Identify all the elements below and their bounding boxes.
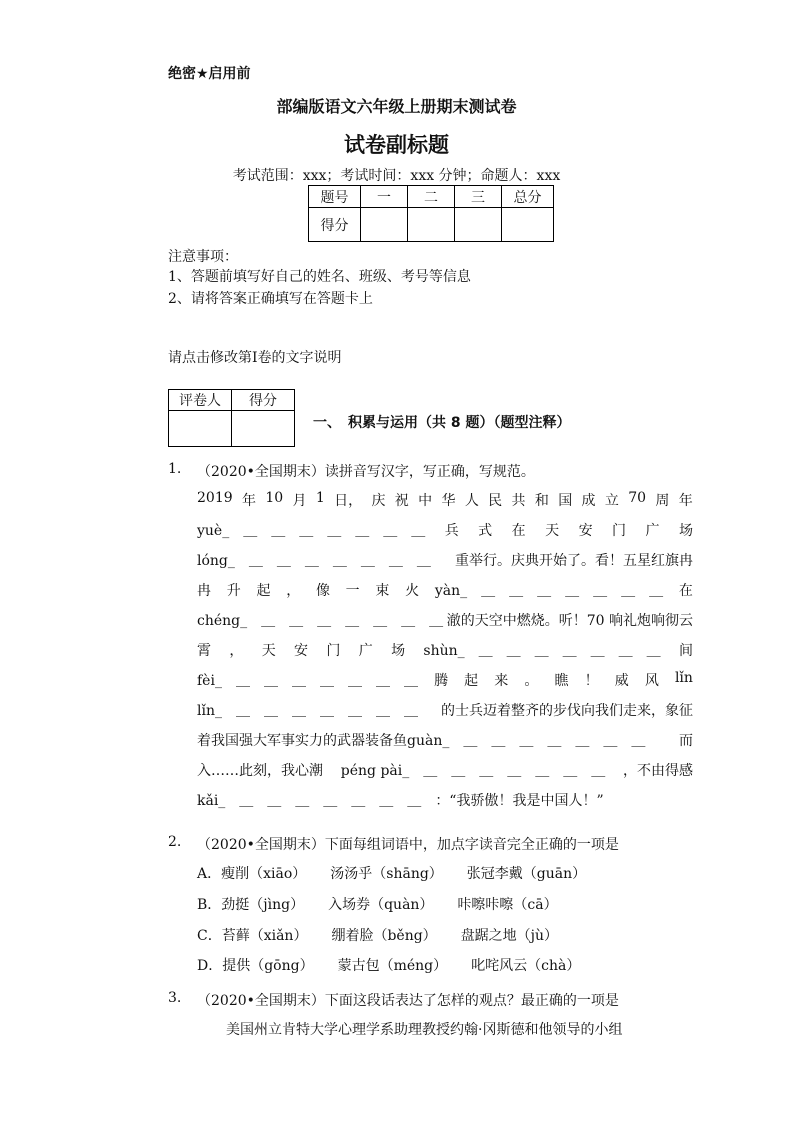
score-input-cell[interactable] [502, 208, 554, 242]
score-table [308, 185, 554, 242]
pinyin-blank[interactable]: yuè_ ＿ ＿ ＿ ＿ ＿ ＿ ＿ [197, 523, 426, 539]
pinyin-blank[interactable]: fèi_ ＿ ＿ ＿ ＿ ＿ ＿ ＿ [197, 673, 418, 689]
passage-line: kǎi_ ＿ ＿ ＿ ＿ ＿ ＿ ＿ ：“我骄傲！我是中国人！” [197, 793, 604, 809]
passage-line: 冉 升 起 ， 像 一 束 火 yàn_ ＿ ＿ ＿ ＿ ＿ ＿ ＿ 在 [197, 580, 693, 610]
pinyin-blank[interactable]: chéng_ ＿ ＿ ＿ ＿ ＿ ＿ ＿ [197, 613, 444, 629]
passage-line: fèi_ ＿ ＿ ＿ ＿ ＿ ＿ ＿ 腾 起 来 。 瞧 ！ 威 风 lǐn [197, 670, 693, 700]
exam-subtitle: 试卷副标题 [344, 133, 449, 157]
grader-input-cell[interactable] [169, 411, 232, 447]
question-number: 1. [168, 461, 182, 477]
score-input-cell[interactable] [455, 208, 502, 242]
pinyin-blank[interactable]: péng pài_ ＿ ＿ ＿ ＿ ＿ ＿ ＿ [340, 763, 606, 779]
score-header-cell: 一 [361, 186, 408, 208]
question-number: 3. [168, 990, 182, 1006]
passage-line: lóng_ ＿ ＿ ＿ ＿ ＿ ＿ ＿ 重举行。庆典开始了。看！五星红旗冉 [197, 550, 693, 580]
notes-item: 2、请将答案正确填写在答题卡上 [168, 291, 373, 307]
score-header-cell: 总分 [502, 186, 554, 208]
pinyin-blank[interactable]: yàn_ ＿ ＿ ＿ ＿ ＿ ＿ ＿ [434, 583, 664, 599]
volume-note[interactable]: 请点击修改第Ⅰ卷的文字说明 [168, 350, 342, 366]
score-input-cell[interactable] [361, 208, 408, 242]
q1-passage [197, 490, 693, 820]
option-c[interactable]: C．苔藓（xiǎn） 绷着脸（běng） 盘踞之地（jù） [197, 928, 559, 944]
pinyin-blank[interactable]: lóng_ ＿ ＿ ＿ ＿ ＿ ＿ ＿ [197, 553, 431, 569]
passage-line: yuè_ ＿ ＿ ＿ ＿ ＿ ＿ ＿ 兵 式 在 天 安 门 广 场 [197, 520, 693, 550]
grader-table [168, 389, 295, 447]
score-header-cell: 题号 [309, 186, 361, 208]
passage-line: 2019 年 10 月 1 日， 庆 祝 中 华 人 民 共 和 国 成 立 70 周 年 [197, 490, 693, 509]
question-stem: （2020•全国期末）下面每组词语中，加点字读音完全正确的一项是 [197, 837, 619, 853]
grader-label: 评卷人 [169, 390, 232, 411]
option-a[interactable]: A．瘦削（xiāo） 汤汤乎（shāng） 张冠李戴（guān） [197, 866, 587, 882]
question-number: 2. [168, 834, 182, 850]
passage-line: 着我国强大军事实力的武器装备鱼guàn_ ＿ ＿ ＿ ＿ ＿ ＿ ＿ 而 [197, 730, 693, 760]
question-stem: （2020•全国期末）下面这段话表达了怎样的观点？最正确的一项是 [197, 993, 619, 1009]
option-d[interactable]: D．提供（gōng） 蒙古包（méng） 叱咤风云（chà） [197, 958, 581, 974]
grader-input-cell[interactable] [232, 411, 295, 447]
section-title: 一、 积累与运用（共 8 题）（题型注释） [313, 415, 571, 431]
secret-label: 绝密★启用前 [168, 66, 251, 82]
score-row-label: 得分 [309, 208, 361, 242]
exam-title: 部编版语文六年级上册期末测试卷 [276, 97, 517, 116]
pinyin-blank[interactable]: 着我国强大军事实力的武器装备鱼guàn_ ＿ ＿ ＿ ＿ ＿ ＿ ＿ [197, 733, 646, 749]
grader-label: 得分 [232, 390, 295, 411]
pinyin-blank[interactable]: lǐn_ ＿ ＿ ＿ ＿ ＿ ＿ ＿ [197, 703, 418, 719]
pinyin-blank[interactable]: kǎi_ ＿ ＿ ＿ ＿ ＿ ＿ ＿ [197, 793, 422, 809]
exam-info: 考试范围：xxx；考试时间：xxx 分钟；命题人：xxx [232, 168, 561, 184]
question-stem: （2020•全国期末）读拼音写汉字，写正确，写规范。 [197, 464, 535, 480]
score-input-cell[interactable] [408, 208, 455, 242]
option-b[interactable]: B．劲挺（jìng） 入场券（quàn） 咔嚓咔嚓（cā） [197, 897, 558, 913]
notes-title: 注意事项： [168, 249, 238, 265]
passage-line: 入……此刻，我心潮 péng pài_ ＿ ＿ ＿ ＿ ＿ ＿ ＿ ，不由得感 [197, 760, 693, 790]
score-header-cell: 三 [455, 186, 502, 208]
passage-line: 霄 ， 天 安 门 广 场 shùn_ ＿ ＿ ＿ ＿ ＿ ＿ ＿ 间 [197, 640, 693, 670]
score-header-cell: 二 [408, 186, 455, 208]
pinyin-blank[interactable]: shùn_ ＿ ＿ ＿ ＿ ＿ ＿ ＿ [423, 643, 661, 659]
passage-line: lǐn_ ＿ ＿ ＿ ＿ ＿ ＿ ＿ 的士兵迈着整齐的步伐向我们走来，象征 [197, 700, 693, 730]
question-passage: 美国州立肯特大学心理学系助理教授约翰·冈斯德和他领导的小组 [226, 1022, 623, 1038]
notes-item: 1、答题前填写好自己的姓名、班级、考号等信息 [168, 269, 471, 285]
passage-line: chéng_ ＿ ＿ ＿ ＿ ＿ ＿ ＿ 澈的天空中燃烧。听！70 响礼炮响彻云 [197, 610, 693, 640]
